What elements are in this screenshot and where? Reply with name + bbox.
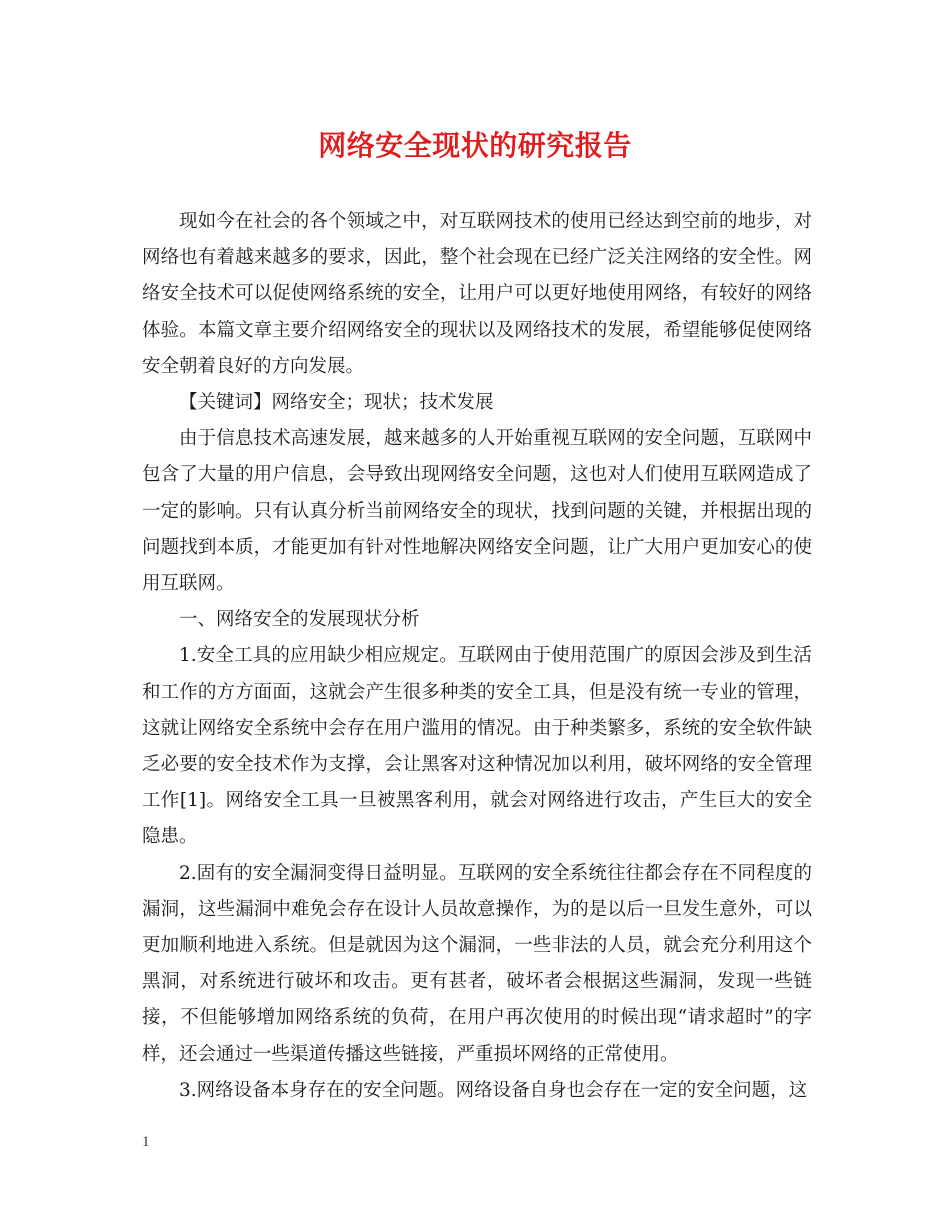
paragraph-point-3: 3.网络设备本身存在的安全问题。网络设备自身也会存在一定的安全问题，这: [179, 1079, 808, 1101]
paragraph-point-1: 1.安全工具的应用缺少相应规定。互联网由于使用范围广的原因会涉及到生活和工作的方方面面，这就会产生很多种类的安全工具，但是没有统一专业的管理，这就让网络安全系统中会存在用户滥用的情况。由于种类繁多，系统的安全软件缺乏必要的安全技术作为支撑，会让黑客对这种情况加以利用，破坏网络的安全管理工作[1]。网络安全工具一旦被黑客利用，就会对网络进行攻击，产生巨大的安全隐患。: [142, 645, 812, 848]
document-body: [142, 204, 812, 1109]
paragraph-abstract: 现如今在社会的各个领域之中，对互联网技术的使用已经达到空前的地步，对网络也有着越来越多的要求，因此，整个社会现在已经广泛关注网络的安全性。网络安全技术可以促使网络系统的安全，让用户可以更好地使用网络，有较好的网络体验。本篇文章主要介绍网络安全的现状以及网络技术的发展，希望能够促使网络安全朝着良好的方向发展。: [142, 211, 812, 377]
paragraph-intro: 由于信息技术高速发展，越来越多的人开始重视互联网的安全问题，互联网中包含了大量的用户信息，会导致出现网络安全问题，这也对人们使用互联网造成了一定的影响。只有认真分析当前网络安全的现状，找到问题的关键，并根据出现的问题找到本质，才能更加有针对性地解决网络安全问题，让广大用户更加安心的使用互联网。: [142, 428, 812, 595]
page-number: 1: [142, 1134, 150, 1150]
paragraph-point-2: 2.固有的安全漏洞变得日益明显。互联网的安全系统往往都会存在不同程度的漏洞，这些漏洞中难免会存在设计人员故意操作，为的是以后一旦发生意外，可以更加顺利地进入系统。但是就因为这个漏洞，一些非法的人员，就会充分利用这个黑洞，对系统进行破坏和攻击。更有甚者，破坏者会根据这些漏洞，发现一些链接，不但能够增加网络系统的负荷，在用户再次使用的时候出现“请求超时”的字样，还会通过一些渠道传播这些链接，严重损坏网络的正常使用。: [142, 862, 812, 1065]
document-title: 网络安全现状的研究报告: [318, 129, 632, 162]
section-heading-1: 一、网络安全的发展现状分析: [179, 609, 420, 631]
paragraph-keywords: 【关键词】网络安全；现状；技术发展: [179, 392, 494, 414]
